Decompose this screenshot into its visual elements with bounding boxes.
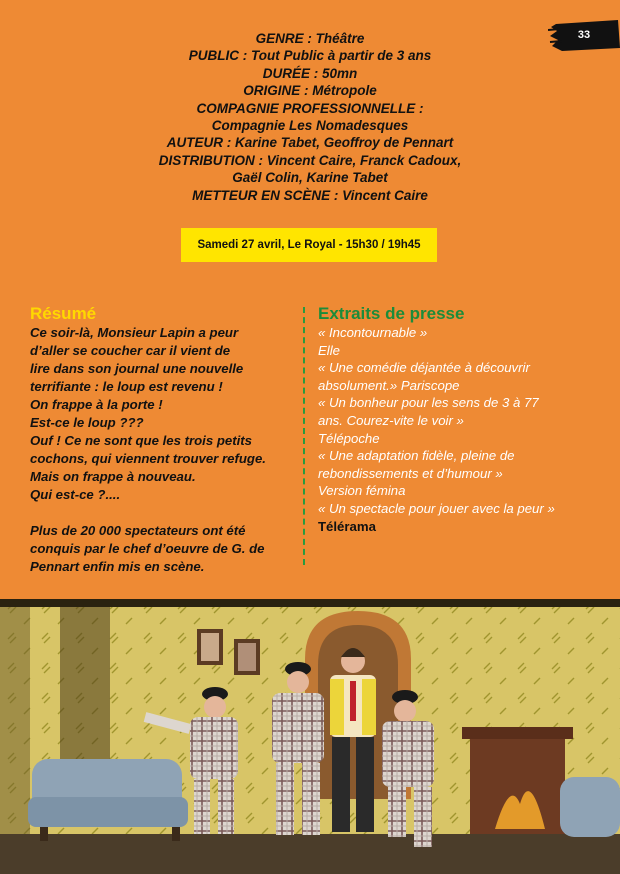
resume-line: Ce soir-là, Monsieur Lapin a peur [30,325,239,340]
show-info [110,30,510,204]
press-line: « Une comédie déjantée à découvrir [318,360,530,376]
press-line: Elle [318,342,340,358]
resume-line: On frappe à la porte ! [30,397,163,412]
press-quotes [318,324,608,535]
press-line: Version fémina [318,483,406,499]
press-title: Extraits de presse [318,304,465,323]
press-line: rebondissements et d’humour » [318,465,503,481]
stage-photo [0,599,620,874]
theatre-scene-illustration [0,599,620,874]
info-metteur: METTEUR EN SCÈNE : Vincent Caire [192,187,428,203]
column-divider [303,307,305,565]
resume-line: Mais on frappe à nouveau. [30,469,196,484]
page-number: 33 [577,29,591,41]
info-compagnie-label: COMPAGNIE PROFESSIONNELLE : [196,100,424,116]
info-origine: ORIGINE : Métropole [243,83,377,99]
resume-line: Plus de 20 000 spectateurs ont été [30,523,246,538]
resume-line: Ouf ! Ce ne sont que les trois petits [30,433,253,448]
press-line: absolument.» Pariscope [318,377,460,393]
date-banner: Samedi 27 avril, Le Royal - 15h30 / 19h45 [181,228,437,262]
info-genre: GENRE : Théâtre [255,31,365,46]
page-number-badge [548,18,620,52]
resume-line: conquis par le chef d’oeuvre de G. de [30,541,265,556]
info-duree: DURÉE : 50mn [262,65,358,81]
info-public: PUBLIC : Tout Public à partir de 3 ans [188,48,432,64]
press-line: « Incontournable » [318,325,428,340]
info-distribution: DISTRIBUTION : Vincent Caire, Franck Cadoux, [158,152,462,168]
press-line: Télépoche [318,430,380,446]
press-line: « Un bonheur pour les sens de 3 à 77 [318,395,539,411]
resume-line: Est-ce le loup ??? [30,415,144,430]
info-compagnie: Compagnie Les Nomadesques [211,118,409,134]
press-line: « Un spectacle pour jouer avec la peur » [318,500,555,516]
info-auteur: AUTEUR : Karine Tabet, Geoffroy de Pennart [166,135,454,151]
resume-line: Pennart enfin mis en scène. [30,559,205,574]
resume-line: terrifiante : le loup est revenu ! [30,379,223,394]
resume-text [30,324,300,576]
press-line: « Une adaptation fidèle, pleine de [318,448,515,464]
resume-title: Résumé [30,304,97,323]
info-distribution-cont: Gaël Colin, Karine Tabet [232,170,388,186]
press-line: ans. Courez-vite le voir » [318,412,464,428]
press-source-telerama: Télérama [318,518,376,534]
resume-line: lire dans son journal une nouvelle [30,361,244,376]
resume-line: Qui est-ce ?.... [30,487,121,502]
resume-line: cochons, qui viennent trouver refuge. [30,451,266,466]
resume-line: d’aller se coucher car il vient de [30,343,231,358]
